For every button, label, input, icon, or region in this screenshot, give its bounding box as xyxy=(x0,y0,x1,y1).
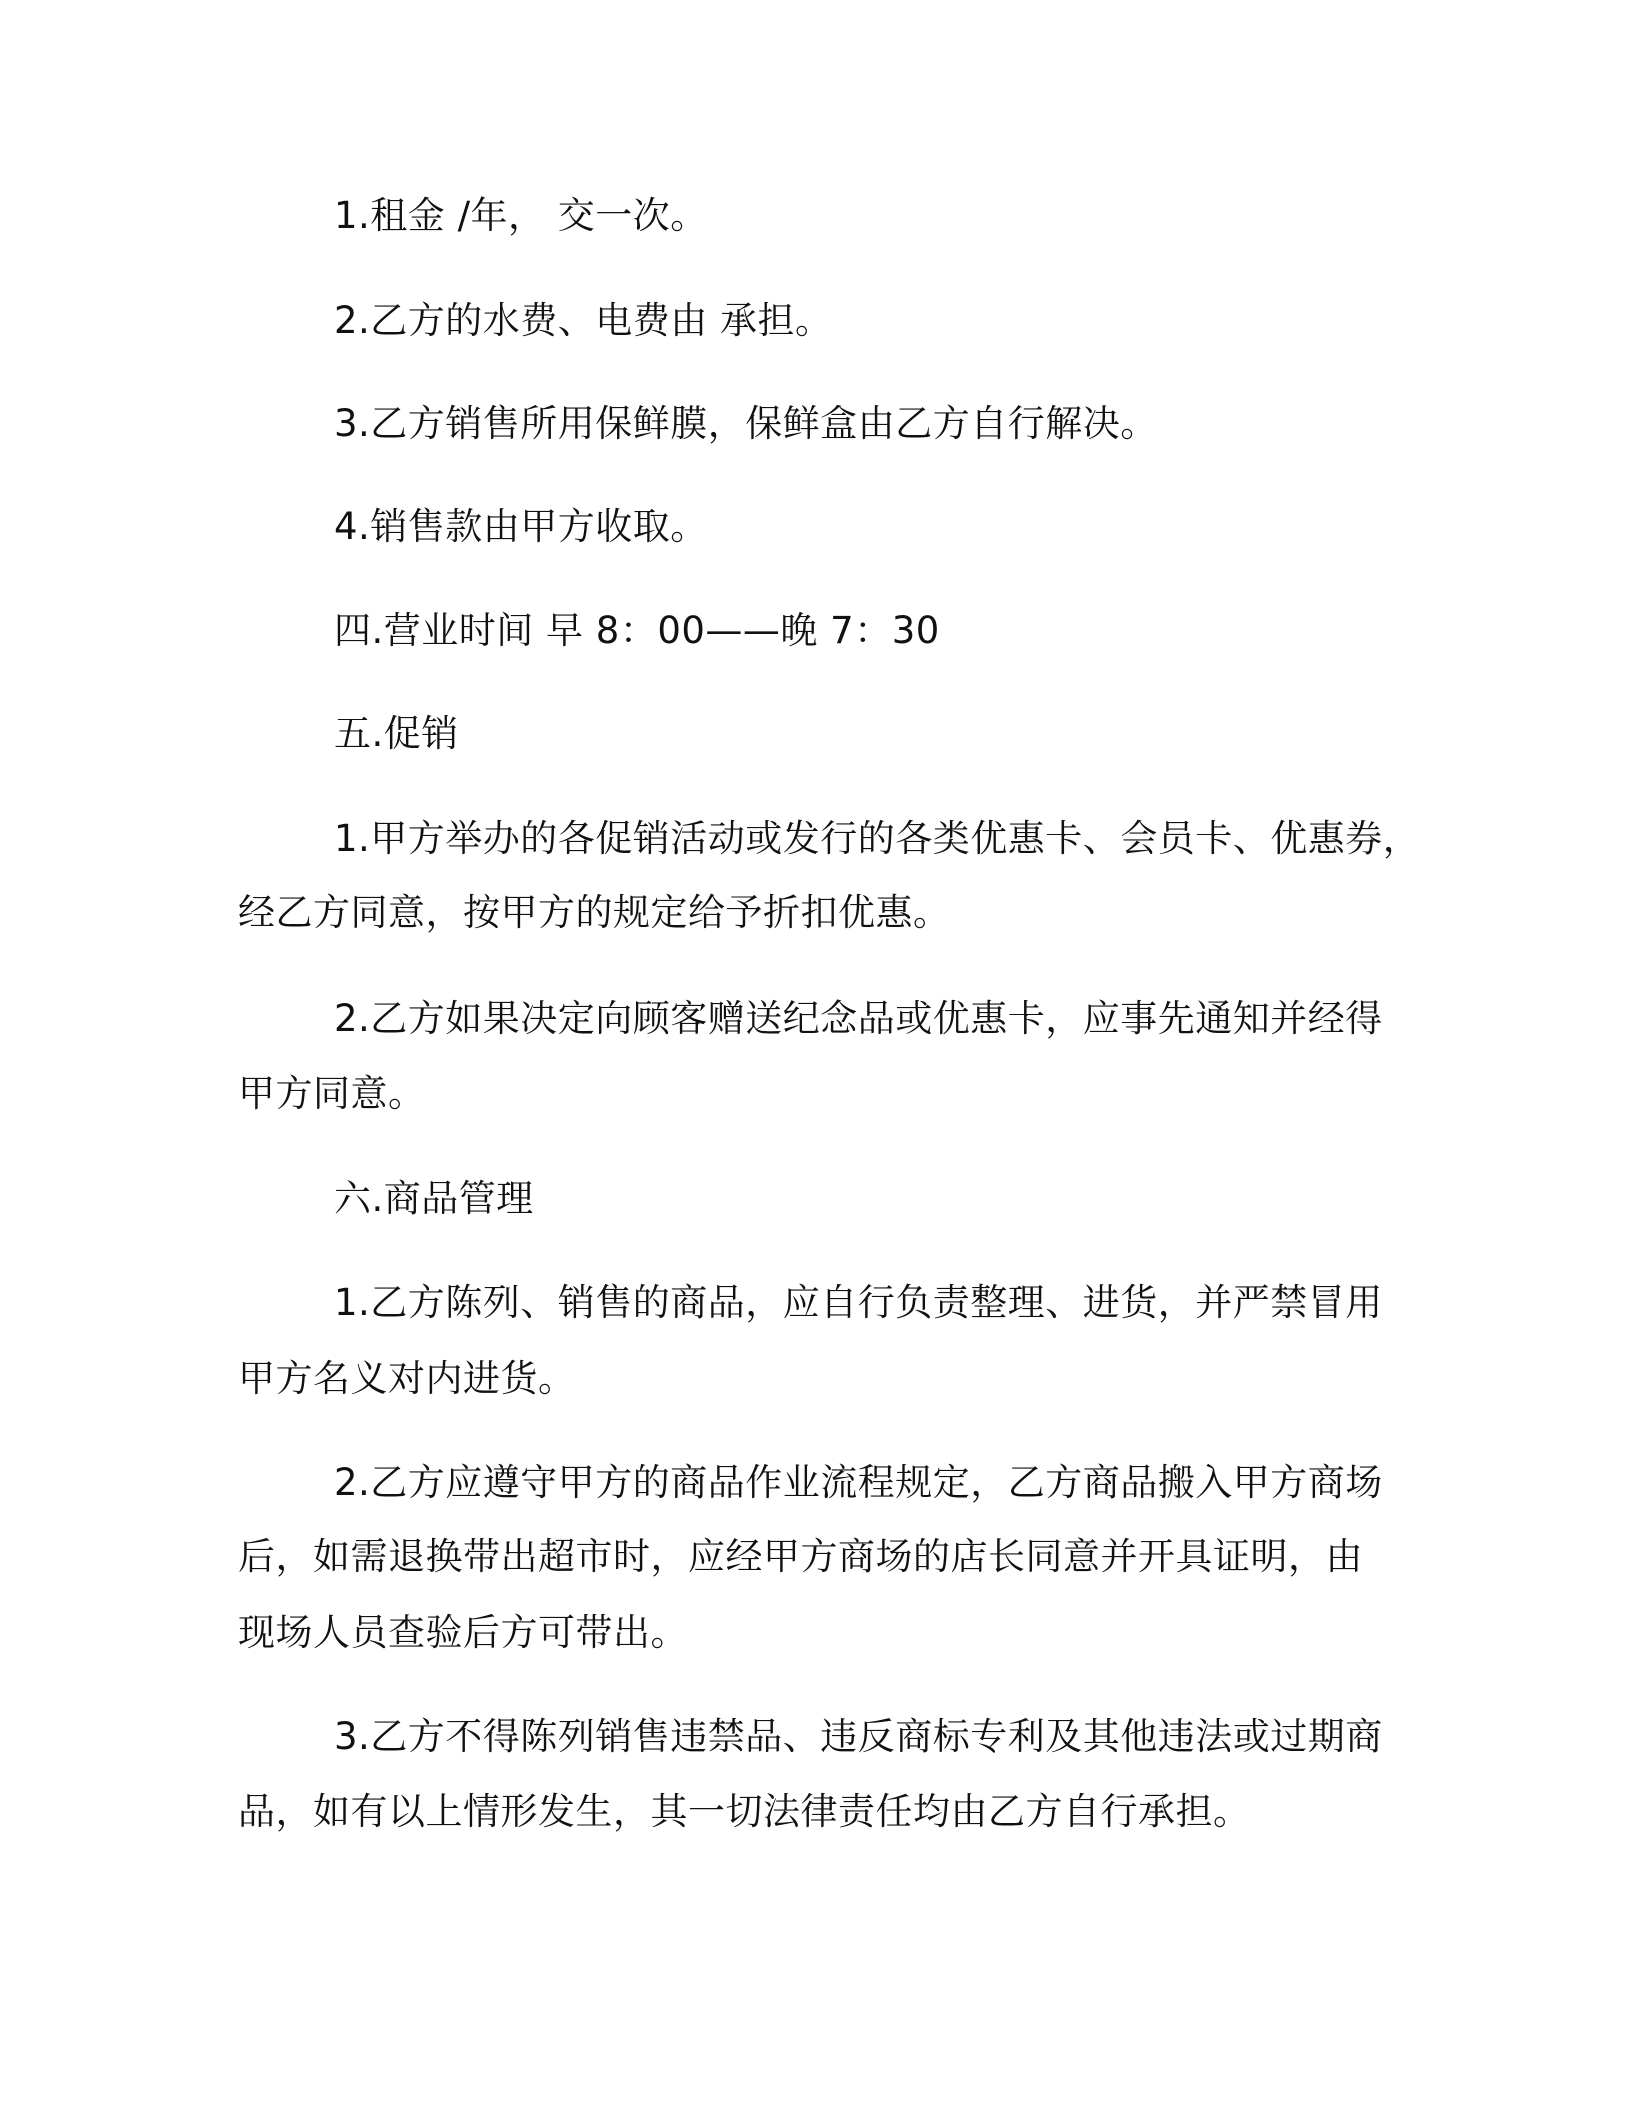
goods-clause-2-line-1: 2.乙方应遵守甲方的商品作业流程规定，乙方商品搬入甲方商场 xyxy=(334,1461,1383,1504)
goods-clause-1-line-2: 甲方名义对内进货。 xyxy=(238,1357,576,1400)
goods-clause-2-line-2: 后，如需退换带出超市时，应经甲方商场的店长同意并开具证明，由 xyxy=(238,1535,1363,1578)
promotion-clause-1-line-1: 1.甲方举办的各促销活动或发行的各类优惠卡、会员卡、优惠券， xyxy=(334,817,1421,860)
utilities-clause: 2.乙方的水费、电费由 承担。 xyxy=(334,299,833,342)
promotion-heading: 五.促销 xyxy=(334,712,459,755)
packaging-clause: 3.乙方销售所用保鲜膜，保鲜盒由乙方自行解决。 xyxy=(334,402,1158,445)
business-hours-heading: 四.营业时间 早 8：00——晚 7：30 xyxy=(334,609,940,652)
sales-payment-clause: 4.销售款由甲方收取。 xyxy=(334,505,708,548)
goods-management-heading: 六.商品管理 xyxy=(334,1177,534,1220)
promotion-clause-2-line-2: 甲方同意。 xyxy=(238,1072,426,1115)
goods-clause-2-line-3: 现场人员查验后方可带出。 xyxy=(238,1611,688,1654)
goods-clause-3-line-1: 3.乙方不得陈列销售违禁品、违反商标专利及其他违法或过期商 xyxy=(334,1715,1383,1758)
promotion-clause-2-line-1: 2.乙方如果决定向顾客赠送纪念品或优惠卡，应事先通知并经得 xyxy=(334,997,1383,1040)
promotion-clause-1-line-2: 经乙方同意，按甲方的规定给予折扣优惠。 xyxy=(238,891,951,934)
rent-clause: 1.租金 /年， 交一次。 xyxy=(334,194,708,237)
goods-clause-1-line-1: 1.乙方陈列、销售的商品，应自行负责整理、进货，并严禁冒用 xyxy=(334,1281,1383,1324)
goods-clause-3-line-2: 品，如有以上情形发生，其一切法律责任均由乙方自行承担。 xyxy=(238,1790,1251,1833)
